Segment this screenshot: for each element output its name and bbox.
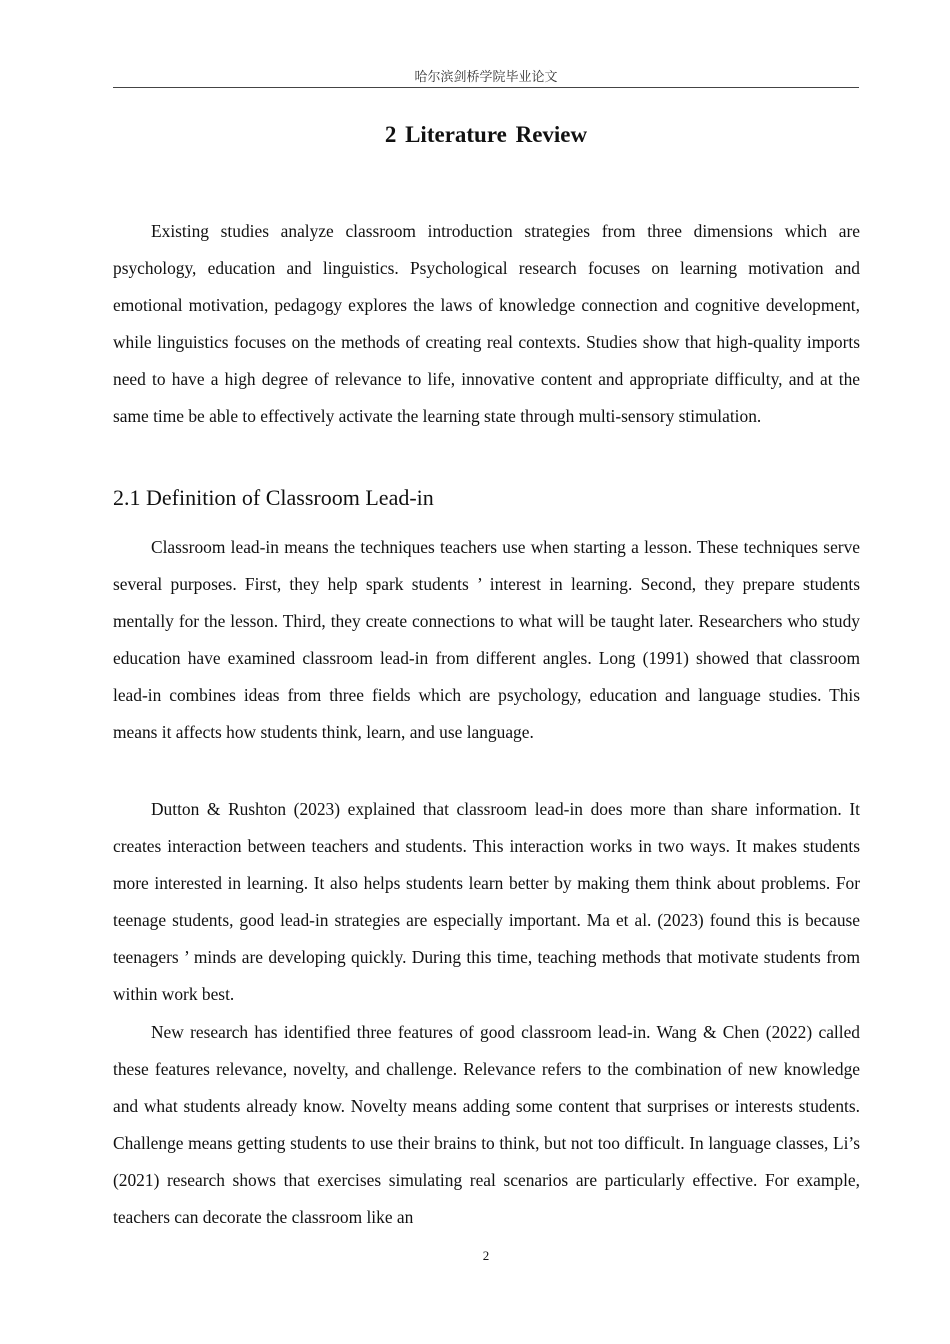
section-paragraph-3: New research has identified three features of good classroom lead-in. Wang & Chen (2022) called these features relevance, novelty, and challenge. Relevance refers to the combination of new knowledge and what students already know. Novelty means adding some content that surprises or interests students. Challenge means getting students to use their brains to think, but not too difficult. In language classes, Li’s (2021) research shows that exercises simulating real scenarios are particularly effective. For example, teachers can decorate the classroom like an: [113, 1022, 860, 1227]
section-paragraph-1: Classroom lead-in means the techniques teachers use when starting a lesson. These techniques serve several purposes. First, they help spark students ’ interest in learning. Second, they prepare students mentally for the lesson. Third, they create connections to what will be taught later. Researchers who study education have examined classroom lead-in from different angles. Long (1991) showed that classroom lead-in combines ideas from three fields which are psychology, education and language studies. This means it affects how students think, learn, and use language.: [113, 537, 860, 742]
section-paragraph-2: Dutton & Rushton (2023) explained that classroom lead-in does more than share information. It creates interaction between teachers and students. This interaction works in two ways. It makes students more interested in learning. It also helps students learn better by making them think about problems. For teenage students, good lead-in strategies are especially important. Ma et al. (2023) found this is because teenagers ’ minds are developing quickly. During this time, teaching methods that motivate students from within work best.: [113, 799, 860, 1004]
intro-paragraph: Existing studies analyze classroom introduction strategies from three dimensions which are psychology, education and linguistics. Psychological research focuses on learning motivation and emotional motivation, pedagogy explores the laws of knowledge connection and cognitive development, while linguistics focuses on the methods of creating real contexts. Studies show that high-quality imports need to have a high degree of relevance to life, innovative content and appropriate difficulty, and at the same time be able to effectively activate the learning state through multi-sensory stimulation.: [113, 221, 860, 426]
chapter-title: 2 Literature Review: [384, 122, 588, 147]
section-heading: 2.1 Definition of Classroom Lead-in: [113, 485, 434, 510]
page-number: 2: [482, 1248, 490, 1263]
running-header: 哈尔滨剑桥学院毕业论文: [414, 69, 558, 84]
header-rule: [113, 87, 859, 88]
